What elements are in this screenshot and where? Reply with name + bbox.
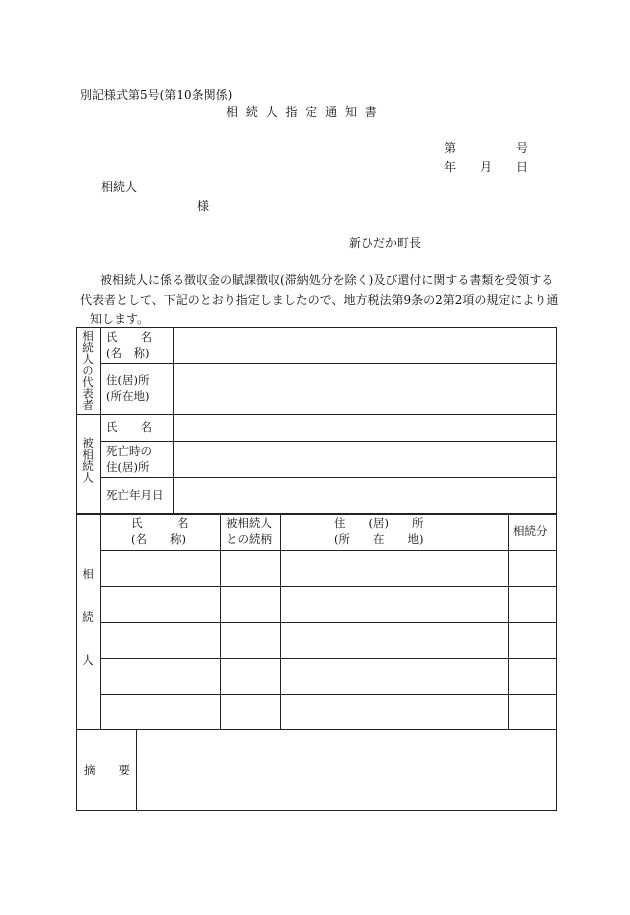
issuer: 新ひだか町長 bbox=[349, 236, 422, 250]
heirs-header-relation-2: との続柄 bbox=[226, 532, 272, 546]
addressee-honorific: 様 bbox=[197, 199, 210, 213]
heir-2-share-field[interactable] bbox=[511, 589, 554, 619]
heirs-group-label: 相 続 人 bbox=[81, 568, 95, 676]
heir-1-share-field[interactable] bbox=[511, 553, 554, 583]
heirs-header-address-1: 住 (居) 所 bbox=[334, 516, 424, 530]
year-field[interactable] bbox=[420, 158, 444, 174]
rep-name-field[interactable] bbox=[176, 330, 554, 361]
heir-5-address-field[interactable] bbox=[283, 697, 505, 727]
decedent-address-label-1: 死亡時の bbox=[106, 444, 152, 458]
day-label: 日 bbox=[516, 160, 529, 174]
doc-number-suffix: 号 bbox=[516, 141, 529, 155]
heirs-header-share: 相続分 bbox=[513, 524, 548, 538]
heir-3-relation-field[interactable] bbox=[223, 625, 277, 655]
heir-1-name-field[interactable] bbox=[103, 553, 217, 583]
body-line-2: 代表者として、下記のとおり指定しましたので、地方税法第9条の2第2項の規定により通 bbox=[80, 293, 559, 307]
death-date-label: 死亡年月日 bbox=[106, 488, 164, 502]
heir-2-name-field[interactable] bbox=[103, 589, 217, 619]
heir-1-relation-field[interactable] bbox=[223, 553, 277, 583]
heir-4-name-field[interactable] bbox=[103, 661, 217, 691]
heir-5-relation-field[interactable] bbox=[223, 697, 277, 727]
death-date-field[interactable] bbox=[176, 480, 554, 512]
heirs-header-address-2: (所 在 地) bbox=[334, 532, 424, 546]
decedent-name-label: 氏 名 bbox=[106, 420, 152, 434]
heir-3-address-field[interactable] bbox=[283, 625, 505, 655]
heirs-header-name-1: 氏 名 bbox=[131, 516, 189, 530]
day-field[interactable] bbox=[494, 158, 516, 174]
body-line-1: 被相続人に係る徴収金の賦課徴収(滞納処分を除く)及び還付に関する書類を受領する bbox=[100, 273, 554, 287]
year-label: 年 bbox=[444, 160, 457, 174]
heir-5-name-field[interactable] bbox=[103, 697, 217, 727]
heir-3-share-field[interactable] bbox=[511, 625, 554, 655]
body-line-3: 知します。 bbox=[90, 312, 150, 326]
rep-name-label-1: 氏 名 bbox=[106, 330, 152, 344]
heir-2-address-field[interactable] bbox=[283, 589, 505, 619]
heirs-header-relation-1: 被相続人 bbox=[226, 516, 272, 530]
doc-number-field[interactable] bbox=[458, 139, 514, 155]
heir-4-relation-field[interactable] bbox=[223, 661, 277, 691]
month-field[interactable] bbox=[458, 158, 480, 174]
heirs-header-name-2: (名 称) bbox=[131, 532, 186, 546]
heir-4-address-field[interactable] bbox=[283, 661, 505, 691]
remarks-label: 摘 要 bbox=[84, 763, 130, 777]
rep-address-field[interactable] bbox=[176, 366, 554, 412]
decedent-group-label: 被相続人 bbox=[81, 437, 95, 483]
doc-number-prefix: 第 bbox=[444, 141, 457, 155]
addressee-label: 相続人 bbox=[101, 180, 138, 194]
decedent-address-field[interactable] bbox=[176, 444, 554, 475]
heir-3-name-field[interactable] bbox=[103, 625, 217, 655]
representative-group-label: 相続人の代表者 bbox=[81, 330, 95, 411]
decedent-name-field[interactable] bbox=[176, 417, 554, 439]
rep-address-label-2: (所在地) bbox=[106, 389, 150, 403]
heir-5-share-field[interactable] bbox=[511, 697, 554, 727]
heir-4-share-field[interactable] bbox=[511, 661, 554, 691]
month-label: 月 bbox=[480, 160, 493, 174]
page-title: 相 続 人 指 定 通 知 書 bbox=[226, 105, 379, 119]
rep-name-label-2: (名 称) bbox=[106, 346, 150, 360]
form-id: 別記様式第5号(第10条関係) bbox=[80, 88, 233, 102]
decedent-address-label-2: 住(居)所 bbox=[106, 460, 150, 474]
heir-1-address-field[interactable] bbox=[283, 553, 505, 583]
addressee-name-field[interactable] bbox=[101, 196, 191, 212]
heir-2-relation-field[interactable] bbox=[223, 589, 277, 619]
rep-address-label-1: 住(居)所 bbox=[106, 373, 150, 387]
remarks-field[interactable] bbox=[139, 732, 554, 808]
